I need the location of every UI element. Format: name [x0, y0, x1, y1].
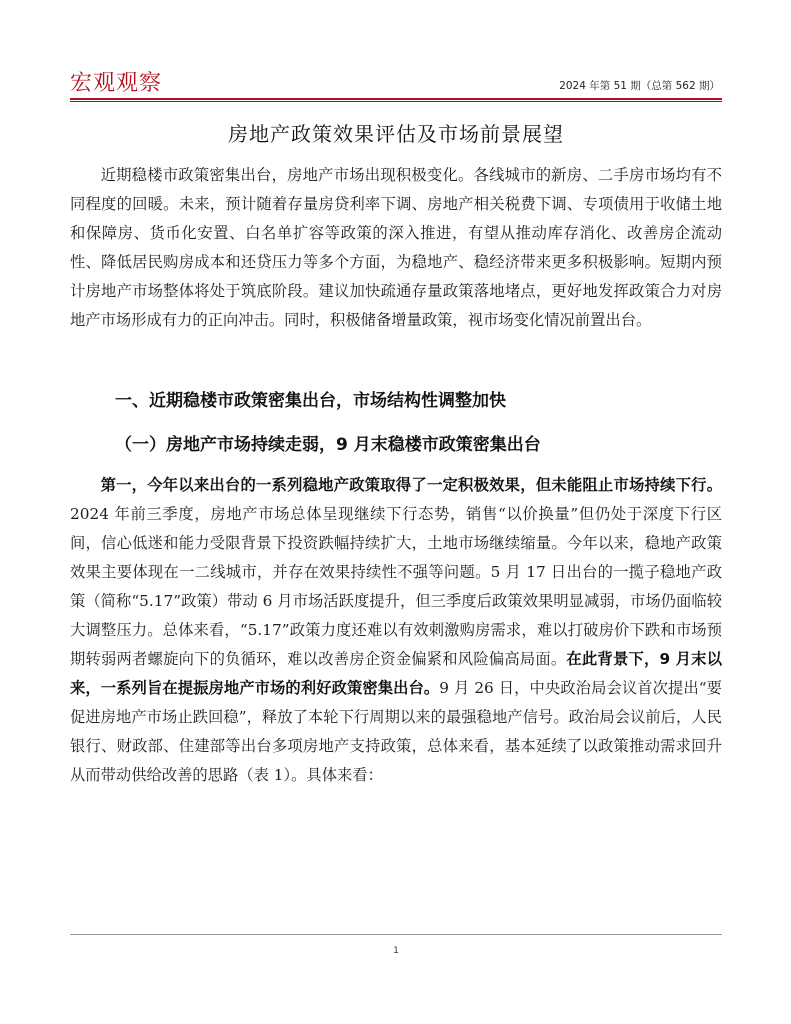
header-divider [70, 98, 722, 100]
body-text-2: 9 月 26 日，中央政治局会议首次提出“要促进房地产市场止跌回稳”，释放了本轮下行周期以来的最强稳地产信号。政治局会议前后，人民银行、财政部、住建部等出台多项房地产支持政策，总体来看，基本延续了以政策推动需求回升从而带动供给改善的思路（表 1）。具体来看： [70, 679, 722, 784]
subsection-heading: （一）房地产市场持续走弱，9 月末稳楼市政策密集出台 [115, 435, 541, 455]
page-header [70, 62, 722, 100]
issue-number: 2024 年第 51 期（总第 562 期） [559, 80, 720, 92]
page-number: 1 [393, 946, 399, 956]
body-paragraph [70, 471, 722, 790]
footer-divider [70, 934, 722, 935]
document-title: 房地产政策效果评估及市场前景展望 [228, 122, 564, 146]
section-heading: 一、近期稳楼市政策密集出台，市场结构性调整加快 [115, 391, 506, 411]
publication-brand: 宏观观察 [70, 71, 163, 96]
mid-bold-text: 在此背景下，9 月末以来，一系列旨在提振房地产市场的利好政策密集出台。 [70, 650, 722, 697]
header-divider-thin [70, 101, 722, 102]
lead-bold-text: 第一，今年以来出台的一系列稳地产政策取得了一定积极效果，但未能阻止市场持续下行。 [100, 476, 722, 494]
body-text-1: 2024 年前三季度，房地产市场总体呈现继续下行态势，销售“以价换量”但仍处于深度下行区间，信心低迷和能力受限背景下投资跌幅持续扩大，土地市场继续缩量。今年以来，稳地产政策效果主要体现在一二线城市，并存在效果持续性不强等问题。5 月 17 日出台的一揽子稳地产政策（简称“5.17”政策）带动 6 月市场活跃度提升，但三季度后政策效果明显减弱，市场仍面临较大调整压力。总体来看，“5.17”政策力度还难以有效刺激购房需求，难以打破房价下跌和市场预期转弱两者螺旋向下的负循环，难以改善房企资金偏紧和风险偏高局面。 [70, 505, 722, 668]
intro-paragraph: 近期稳楼市政策密集出台，房地产市场出现积极变化。各线城市的新房、二手房市场均有不同程度的回暖。未来，预计随着存量房贷利率下调、房地产相关税费下调、专项债用于收储土地和保障房、货币化安置、白名单扩容等政策的深入推进，有望从推动库存消化、改善房企流动性、降低居民购房成本和还贷压力等多个方面，为稳地产、稳经济带来更多积极影响。短期内预计房地产市场整体将处于筑底阶段。建议加快疏通存量政策落地堵点，更好地发挥政策合力对房地产市场形成有力的正向冲击。同时，积极储备增量政策，视市场变化情况前置出台。 [70, 166, 722, 329]
